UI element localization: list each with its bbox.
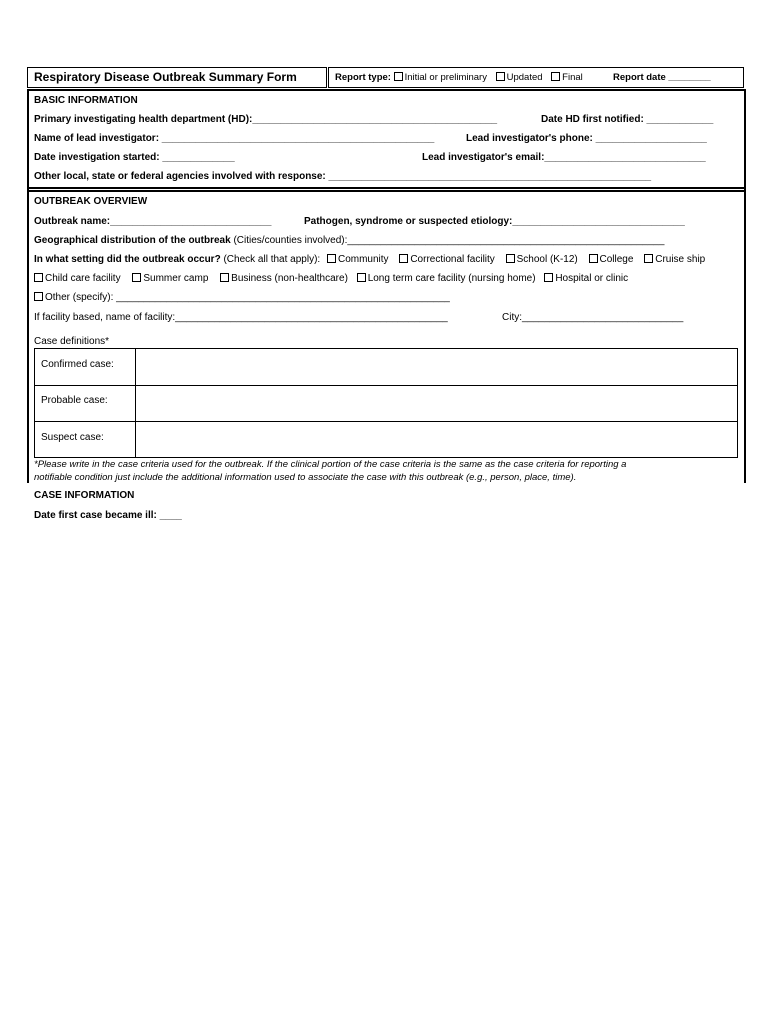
basic-bottom-border bbox=[27, 187, 745, 189]
date-started-field[interactable]: Date investigation started: _____________ bbox=[34, 152, 235, 163]
setting-row-2 bbox=[34, 273, 628, 284]
report-type-row bbox=[335, 72, 583, 83]
form-right-border bbox=[744, 89, 746, 483]
child-care-checkbox[interactable] bbox=[34, 273, 43, 282]
community-label: Community bbox=[337, 254, 389, 265]
setting-row-1 bbox=[34, 254, 705, 265]
other-agencies-field[interactable]: Other local, state or federal agencies involved with response: __________________________________________________________ bbox=[34, 171, 652, 182]
suspect-case-label: Suspect case: bbox=[41, 432, 104, 443]
geo-distribution-field[interactable]: (Cities/counties involved):_________________________________________________________ bbox=[233, 235, 665, 246]
basic-top-border bbox=[27, 89, 745, 91]
long-term-care-checkbox[interactable] bbox=[357, 273, 366, 282]
lead-email-field[interactable]: Lead investigator's email:_____________________________ bbox=[422, 152, 706, 163]
date-first-ill-field[interactable]: Date first case became ill: ____ bbox=[34, 510, 182, 521]
updated-label: Updated bbox=[506, 72, 543, 83]
long-term-care-label: Long term care facility (nursing home) bbox=[367, 273, 536, 284]
business-checkbox[interactable] bbox=[220, 273, 229, 282]
suspect-case-input[interactable] bbox=[136, 422, 737, 457]
report-type-label: Report type: bbox=[335, 72, 391, 83]
lead-phone-field[interactable]: Lead investigator's phone: ____________________ bbox=[466, 133, 707, 144]
case-definitions-footnote-2: notifiable condition just include the additional information used to associate the case with this outbreak (e.g., person, place, time). bbox=[34, 472, 577, 483]
final-checkbox[interactable] bbox=[551, 72, 560, 81]
school-label: School (K-12) bbox=[516, 254, 578, 265]
primary-hd-field[interactable]: Primary investigating health department (HD):____________________________________________ bbox=[34, 114, 498, 125]
probable-case-label: Probable case: bbox=[41, 395, 108, 406]
geo-distribution-row[interactable] bbox=[34, 235, 664, 246]
case-definitions-label: Case definitions* bbox=[34, 336, 110, 347]
hospital-checkbox[interactable] bbox=[544, 273, 553, 282]
updated-checkbox[interactable] bbox=[496, 72, 505, 81]
case-definitions-table bbox=[34, 348, 738, 458]
setting-hint: (Check all that apply): bbox=[223, 254, 321, 265]
initial-label: Initial or preliminary bbox=[404, 72, 487, 83]
report-date-field[interactable]: Report date ________ bbox=[613, 72, 711, 83]
pathogen-field[interactable]: Pathogen, syndrome or suspected etiology:_______________________________ bbox=[304, 216, 685, 227]
initial-checkbox[interactable] bbox=[394, 72, 403, 81]
confirmed-case-input[interactable] bbox=[136, 349, 737, 385]
facility-name-field[interactable]: If facility based, name of facility:_________________________________________________ bbox=[34, 312, 448, 323]
cruise-ship-label: Cruise ship bbox=[655, 254, 706, 265]
cruise-ship-checkbox[interactable] bbox=[644, 254, 653, 263]
basic-info-heading: BASIC INFORMATION bbox=[34, 95, 138, 106]
probable-case-input[interactable] bbox=[136, 386, 737, 421]
date-hd-notified-field[interactable]: Date HD first notified: ____________ bbox=[541, 114, 714, 125]
confirmed-case-label: Confirmed case: bbox=[41, 359, 114, 370]
other-specify-field[interactable]: Other (specify): ____________________________________________________________ bbox=[45, 292, 450, 303]
city-field[interactable]: City:_____________________________ bbox=[502, 312, 684, 323]
other-setting-checkbox[interactable] bbox=[34, 292, 43, 301]
lead-investigator-field[interactable]: Name of lead investigator: _________________________________________________ bbox=[34, 133, 435, 144]
case-definitions-footnote-1: *Please write in the case criteria used for the outbreak. If the clinical portion of the case criteria is the same as the case criteria for reporting a bbox=[34, 459, 627, 470]
child-care-label: Child care facility bbox=[45, 273, 121, 284]
other-setting-row bbox=[34, 292, 450, 303]
overview-top-border bbox=[27, 190, 745, 192]
outbreak-name-field[interactable]: Outbreak name:_____________________________ bbox=[34, 216, 272, 227]
college-checkbox[interactable] bbox=[589, 254, 598, 263]
business-label: Business (non-healthcare) bbox=[231, 273, 348, 284]
final-label: Final bbox=[562, 72, 583, 83]
outbreak-overview-heading: OUTBREAK OVERVIEW bbox=[34, 196, 148, 207]
geo-distribution-label: Geographical distribution of the outbreak bbox=[34, 235, 231, 246]
hospital-label: Hospital or clinic bbox=[555, 273, 629, 284]
community-checkbox[interactable] bbox=[327, 254, 336, 263]
form-title: Respiratory Disease Outbreak Summary Form bbox=[34, 70, 297, 84]
case-info-heading: CASE INFORMATION bbox=[34, 490, 135, 501]
summer-camp-label: Summer camp bbox=[143, 273, 209, 284]
correctional-label: Correctional facility bbox=[410, 254, 495, 265]
school-checkbox[interactable] bbox=[506, 254, 515, 263]
summer-camp-checkbox[interactable] bbox=[132, 273, 141, 282]
correctional-checkbox[interactable] bbox=[399, 254, 408, 263]
college-label: College bbox=[599, 254, 634, 265]
form-left-border bbox=[27, 89, 29, 483]
setting-question: In what setting did the outbreak occur? bbox=[34, 254, 221, 265]
